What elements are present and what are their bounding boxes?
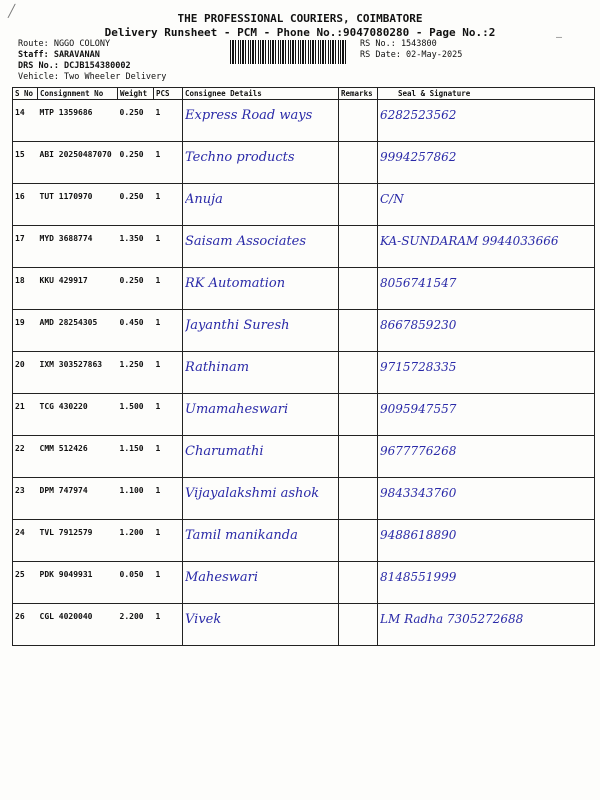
pcs-cell: 1 — [154, 142, 183, 184]
corner-dash-mark: — — [556, 32, 563, 43]
table-row — [13, 394, 595, 436]
consignee-cell — [183, 604, 339, 646]
signature-handwriting: 9095947557 — [380, 402, 457, 416]
consignee-handwriting: Techno products — [185, 150, 295, 165]
sno-cell: 23 — [13, 478, 38, 520]
remarks-cell — [339, 268, 378, 310]
consignee-handwriting: Vijayalakshmi ashok — [185, 486, 320, 501]
consignee-handwriting: Charumathi — [185, 444, 264, 459]
pcs-cell: 1 — [154, 520, 183, 562]
consignment-cell: TCG 430220 — [38, 394, 118, 436]
signature-cell — [378, 352, 595, 394]
pcs-cell: 1 — [154, 226, 183, 268]
consignee-handwriting: Saisam Associates — [185, 234, 307, 249]
sno-cell: 18 — [13, 268, 38, 310]
col-remarks: Remarks — [339, 88, 378, 100]
delivery-table — [12, 87, 595, 646]
signature-cell — [378, 394, 595, 436]
remarks-cell — [339, 142, 378, 184]
pcs-cell: 1 — [154, 478, 183, 520]
consignee-handwriting: Jayanthi Suresh — [185, 318, 290, 333]
pcs-cell: 1 — [154, 268, 183, 310]
signature-handwriting: 9677776268 — [380, 444, 457, 458]
consignee-handwriting: Tamil manikanda — [185, 528, 298, 543]
staff-label: Staff: SARAVANAN — [18, 50, 100, 60]
table-row — [13, 184, 595, 226]
sno-cell: 21 — [13, 394, 38, 436]
consignment-cell: MYD 3688774 — [38, 226, 118, 268]
consignment-cell: TUT 1170970 — [38, 184, 118, 226]
route-label: Route: NGGO COLONY — [18, 39, 111, 49]
signature-handwriting: KA-SUNDARAM 9944033666 — [380, 234, 559, 248]
signature-handwriting: 9715728335 — [380, 360, 457, 374]
consignment-cell: AMD 28254305 — [38, 310, 118, 352]
remarks-cell — [339, 478, 378, 520]
col-weight: Weight — [118, 88, 154, 100]
signature-cell — [378, 184, 595, 226]
corner-tick-mark: ╱ — [8, 4, 16, 18]
table-row — [13, 310, 595, 352]
sno-cell: 15 — [13, 142, 38, 184]
table-row — [13, 268, 595, 310]
sno-cell: 19 — [13, 310, 38, 352]
weight-cell: 1.350 — [118, 226, 154, 268]
table-row — [13, 604, 595, 646]
signature-handwriting: 9488618890 — [380, 528, 457, 542]
consignee-handwriting: RK Automation — [185, 276, 286, 291]
weight-cell: 1.500 — [118, 394, 154, 436]
signature-handwriting: 8667859230 — [380, 318, 457, 332]
signature-cell — [378, 436, 595, 478]
consignee-handwriting: Vivek — [185, 612, 222, 627]
consignee-handwriting: Anuja — [185, 192, 223, 207]
consignment-cell: DPM 747974 — [38, 478, 118, 520]
signature-handwriting: C/N — [380, 192, 404, 206]
table-row — [13, 226, 595, 268]
remarks-cell — [339, 100, 378, 142]
remarks-cell — [339, 226, 378, 268]
pcs-cell: 1 — [154, 184, 183, 226]
remarks-cell — [339, 352, 378, 394]
sno-cell: 20 — [13, 352, 38, 394]
consignee-cell — [183, 436, 339, 478]
consignment-cell: TVL 7912579 — [38, 520, 118, 562]
weight-cell: 1.100 — [118, 478, 154, 520]
table-header-row — [13, 88, 595, 100]
consignee-cell — [183, 310, 339, 352]
remarks-cell — [339, 394, 378, 436]
weight-cell: 0.250 — [118, 268, 154, 310]
weight-cell: 0.050 — [118, 562, 154, 604]
signature-cell — [378, 478, 595, 520]
col-consignee: Consignee Details — [183, 88, 339, 100]
signature-cell — [378, 562, 595, 604]
pcs-cell: 1 — [154, 604, 183, 646]
signature-cell — [378, 142, 595, 184]
consignee-handwriting: Rathinam — [185, 360, 250, 375]
table-row — [13, 352, 595, 394]
remarks-cell — [339, 604, 378, 646]
sno-cell: 17 — [13, 226, 38, 268]
sno-cell: 26 — [13, 604, 38, 646]
consignee-cell — [183, 562, 339, 604]
table-row — [13, 478, 595, 520]
signature-handwriting: 8056741547 — [380, 276, 457, 290]
rs-date: RS Date: 02-May-2025 — [360, 50, 463, 60]
remarks-cell — [339, 562, 378, 604]
pcs-cell: 1 — [154, 436, 183, 478]
table-row — [13, 562, 595, 604]
signature-cell — [378, 100, 595, 142]
consignee-cell — [183, 352, 339, 394]
weight-cell: 1.150 — [118, 436, 154, 478]
signature-cell — [378, 268, 595, 310]
consignee-cell — [183, 268, 339, 310]
pcs-cell: 1 — [154, 394, 183, 436]
runsheet-info-left — [18, 39, 166, 83]
consignee-handwriting: Umamaheswari — [185, 402, 289, 417]
consignee-handwriting: Express Road ways — [185, 108, 313, 123]
signature-cell — [378, 310, 595, 352]
sno-cell: 16 — [13, 184, 38, 226]
consignment-cell: PDK 9049931 — [38, 562, 118, 604]
consignee-handwriting: Maheswari — [185, 570, 259, 585]
vehicle-label: Vehicle: Two Wheeler Delivery — [18, 72, 167, 82]
signature-handwriting: 9994257862 — [380, 150, 457, 164]
col-pcs: PCS — [154, 88, 183, 100]
signature-handwriting: 6282523562 — [380, 108, 457, 122]
sno-cell: 24 — [13, 520, 38, 562]
weight-cell: 0.250 — [118, 142, 154, 184]
sno-cell: 25 — [13, 562, 38, 604]
table-row — [13, 100, 595, 142]
consignment-cell: MTP 1359686 — [38, 100, 118, 142]
consignee-cell — [183, 142, 339, 184]
sno-cell: 14 — [13, 100, 38, 142]
consignee-cell — [183, 226, 339, 268]
weight-cell: 0.450 — [118, 310, 154, 352]
runsheet-subtitle: Delivery Runsheet - PCM - Phone No.:9047080280 - Page No.:2 — [104, 26, 496, 39]
barcode — [230, 40, 348, 64]
consignee-cell — [183, 184, 339, 226]
drs-label: DRS No.: DCJB154380002 — [18, 61, 131, 71]
remarks-cell — [339, 520, 378, 562]
signature-cell — [378, 520, 595, 562]
signature-cell — [378, 604, 595, 646]
signature-handwriting: 9843343760 — [380, 486, 457, 500]
consignment-cell: ABI 20250487070 — [38, 142, 118, 184]
rs-number: RS No.: 1543800 — [360, 39, 437, 49]
consignment-cell: CGL 4020040 — [38, 604, 118, 646]
weight-cell: 0.250 — [118, 184, 154, 226]
remarks-cell — [339, 436, 378, 478]
consignment-cell: IXM 303527863 — [38, 352, 118, 394]
consignment-cell: CMM 512426 — [38, 436, 118, 478]
pcs-cell: 1 — [154, 310, 183, 352]
pcs-cell: 1 — [154, 100, 183, 142]
consignee-cell — [183, 520, 339, 562]
runsheet-info-right — [360, 39, 462, 61]
remarks-cell — [339, 184, 378, 226]
consignee-cell — [183, 394, 339, 436]
table-row — [13, 142, 595, 184]
table-row — [13, 436, 595, 478]
weight-cell: 2.200 — [118, 604, 154, 646]
col-consignment: Consignment No — [38, 88, 118, 100]
col-signature: Seal & Signature — [378, 88, 595, 100]
consignee-cell — [183, 478, 339, 520]
weight-cell: 0.250 — [118, 100, 154, 142]
signature-cell — [378, 226, 595, 268]
pcs-cell: 1 — [154, 352, 183, 394]
consignment-cell: KKU 429917 — [38, 268, 118, 310]
remarks-cell — [339, 310, 378, 352]
pcs-cell: 1 — [154, 562, 183, 604]
company-title: THE PROFESSIONAL COURIERS, COIMBATORE — [177, 12, 423, 25]
weight-cell: 1.200 — [118, 520, 154, 562]
weight-cell: 1.250 — [118, 352, 154, 394]
sno-cell: 22 — [13, 436, 38, 478]
col-sno: S No — [13, 88, 38, 100]
signature-handwriting: LM Radha 7305272688 — [380, 612, 524, 626]
table-row — [13, 520, 595, 562]
consignee-cell — [183, 100, 339, 142]
signature-handwriting: 8148551999 — [380, 570, 457, 584]
